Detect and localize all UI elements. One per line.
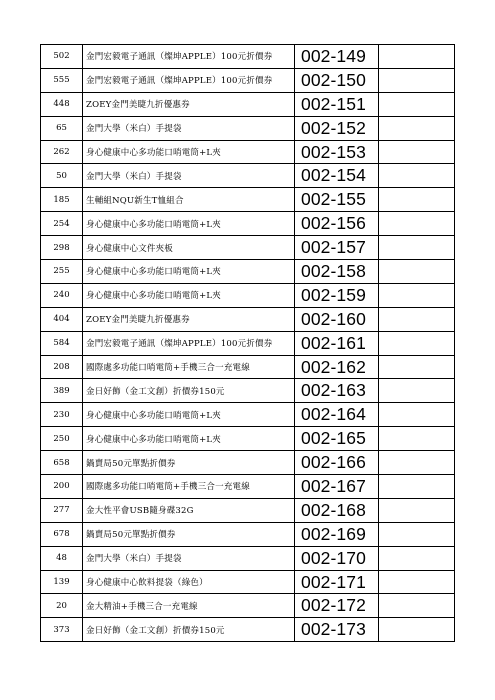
prize-code-cell: 002-173 bbox=[295, 618, 379, 642]
prize-item-cell: 身心健康中心文件夾板 bbox=[83, 236, 295, 260]
prize-item-cell: 身心健康中心多功能口哨電筒+L夾 bbox=[83, 403, 295, 427]
prize-item-cell: 金大性平會USB隨身碟32G bbox=[83, 498, 295, 522]
blank-cell bbox=[379, 307, 455, 331]
prize-code-cell: 002-164 bbox=[295, 403, 379, 427]
table-row bbox=[41, 116, 455, 140]
blank-cell bbox=[379, 283, 455, 307]
prize-item-cell: ZOEY金門美睫九折優惠券 bbox=[83, 307, 295, 331]
table-row bbox=[41, 140, 455, 164]
prize-item-cell: 金日好飾（金工文創）折價券150元 bbox=[83, 379, 295, 403]
table-row bbox=[41, 498, 455, 522]
table-row bbox=[41, 188, 455, 212]
blank-cell bbox=[379, 475, 455, 499]
table-row bbox=[41, 331, 455, 355]
prize-item-cell: 金門大學（米白）手提袋 bbox=[83, 164, 295, 188]
prize-item-cell: 金門宏毅電子通訊（燦坤APPLE）100元折價券 bbox=[83, 45, 295, 69]
blank-cell bbox=[379, 522, 455, 546]
prize-item-cell: 鍋賣局50元單點折價券 bbox=[83, 522, 295, 546]
blank-cell bbox=[379, 164, 455, 188]
blank-cell bbox=[379, 92, 455, 116]
ticket-number-cell: 389 bbox=[41, 379, 83, 403]
table-row bbox=[41, 451, 455, 475]
prize-code-cell: 002-152 bbox=[295, 116, 379, 140]
blank-cell bbox=[379, 68, 455, 92]
prize-code-cell: 002-159 bbox=[295, 283, 379, 307]
prize-code-cell: 002-156 bbox=[295, 212, 379, 236]
prize-item-cell: 金大精油+手機三合一充電線 bbox=[83, 594, 295, 618]
blank-cell bbox=[379, 618, 455, 642]
table-row bbox=[41, 570, 455, 594]
ticket-number-cell: 262 bbox=[41, 140, 83, 164]
ticket-number-cell: 658 bbox=[41, 451, 83, 475]
table-row bbox=[41, 236, 455, 260]
ticket-number-cell: 555 bbox=[41, 68, 83, 92]
blank-cell bbox=[379, 403, 455, 427]
blank-cell bbox=[379, 594, 455, 618]
table-row bbox=[41, 45, 455, 69]
ticket-number-cell: 502 bbox=[41, 45, 83, 69]
prize-item-cell: 身心健康中心多功能口哨電筒+L夾 bbox=[83, 427, 295, 451]
ticket-number-cell: 448 bbox=[41, 92, 83, 116]
table-row bbox=[41, 427, 455, 451]
ticket-number-cell: 584 bbox=[41, 331, 83, 355]
ticket-number-cell: 185 bbox=[41, 188, 83, 212]
prize-item-cell: 金門大學（米白）手提袋 bbox=[83, 546, 295, 570]
prize-item-cell: 身心健康中心多功能口哨電筒+L夾 bbox=[83, 260, 295, 284]
table-row bbox=[41, 594, 455, 618]
prize-code-cell: 002-162 bbox=[295, 355, 379, 379]
ticket-number-cell: 678 bbox=[41, 522, 83, 546]
ticket-number-cell: 373 bbox=[41, 618, 83, 642]
table-row bbox=[41, 403, 455, 427]
prize-code-cell: 002-169 bbox=[295, 522, 379, 546]
prize-code-cell: 002-163 bbox=[295, 379, 379, 403]
prize-item-cell: 金門宏毅電子通訊（燦坤APPLE）100元折價券 bbox=[83, 68, 295, 92]
ticket-number-cell: 254 bbox=[41, 212, 83, 236]
blank-cell bbox=[379, 546, 455, 570]
blank-cell bbox=[379, 212, 455, 236]
table-row bbox=[41, 307, 455, 331]
blank-cell bbox=[379, 570, 455, 594]
prize-code-cell: 002-155 bbox=[295, 188, 379, 212]
prize-item-cell: 國際處多功能口哨電筒+手機三合一充電線 bbox=[83, 355, 295, 379]
prize-code-cell: 002-161 bbox=[295, 331, 379, 355]
prize-code-cell: 002-167 bbox=[295, 475, 379, 499]
blank-cell bbox=[379, 498, 455, 522]
blank-cell bbox=[379, 427, 455, 451]
table-row bbox=[41, 260, 455, 284]
ticket-number-cell: 50 bbox=[41, 164, 83, 188]
blank-cell bbox=[379, 355, 455, 379]
table-row bbox=[41, 522, 455, 546]
table-row bbox=[41, 212, 455, 236]
prize-table bbox=[40, 44, 455, 642]
prize-code-cell: 002-172 bbox=[295, 594, 379, 618]
blank-cell bbox=[379, 116, 455, 140]
prize-code-cell: 002-151 bbox=[295, 92, 379, 116]
prize-item-cell: 身心健康中心多功能口哨電筒+L夾 bbox=[83, 140, 295, 164]
prize-code-cell: 002-149 bbox=[295, 45, 379, 69]
prize-code-cell: 002-165 bbox=[295, 427, 379, 451]
prize-code-cell: 002-154 bbox=[295, 164, 379, 188]
table-row bbox=[41, 164, 455, 188]
prize-code-cell: 002-150 bbox=[295, 68, 379, 92]
table-row bbox=[41, 618, 455, 642]
prize-item-cell: 身心健康中心多功能口哨電筒+L夾 bbox=[83, 212, 295, 236]
prize-item-cell: 鍋賣局50元單點折價券 bbox=[83, 451, 295, 475]
prize-list-sheet bbox=[40, 44, 454, 642]
blank-cell bbox=[379, 260, 455, 284]
ticket-number-cell: 298 bbox=[41, 236, 83, 260]
prize-item-cell: 金門宏毅電子通訊（燦坤APPLE）100元折價券 bbox=[83, 331, 295, 355]
prize-item-cell: 國際處多功能口哨電筒+手機三合一充電線 bbox=[83, 475, 295, 499]
prize-code-cell: 002-166 bbox=[295, 451, 379, 475]
prize-code-cell: 002-170 bbox=[295, 546, 379, 570]
prize-item-cell: ZOEY金門美睫九折優惠券 bbox=[83, 92, 295, 116]
table-row bbox=[41, 379, 455, 403]
prize-code-cell: 002-171 bbox=[295, 570, 379, 594]
table-row bbox=[41, 283, 455, 307]
ticket-number-cell: 250 bbox=[41, 427, 83, 451]
table-row bbox=[41, 68, 455, 92]
ticket-number-cell: 277 bbox=[41, 498, 83, 522]
prize-code-cell: 002-157 bbox=[295, 236, 379, 260]
ticket-number-cell: 240 bbox=[41, 283, 83, 307]
table-row bbox=[41, 475, 455, 499]
table-row bbox=[41, 92, 455, 116]
prize-item-cell: 生輔組NQU新生T恤組合 bbox=[83, 188, 295, 212]
ticket-number-cell: 20 bbox=[41, 594, 83, 618]
prize-code-cell: 002-153 bbox=[295, 140, 379, 164]
blank-cell bbox=[379, 379, 455, 403]
blank-cell bbox=[379, 140, 455, 164]
prize-item-cell: 金日好飾（金工文創）折價券150元 bbox=[83, 618, 295, 642]
ticket-number-cell: 255 bbox=[41, 260, 83, 284]
blank-cell bbox=[379, 331, 455, 355]
ticket-number-cell: 208 bbox=[41, 355, 83, 379]
prize-item-cell: 身心健康中心多功能口哨電筒+L夾 bbox=[83, 283, 295, 307]
table-row bbox=[41, 546, 455, 570]
blank-cell bbox=[379, 45, 455, 69]
table-row bbox=[41, 355, 455, 379]
ticket-number-cell: 48 bbox=[41, 546, 83, 570]
prize-code-cell: 002-160 bbox=[295, 307, 379, 331]
blank-cell bbox=[379, 188, 455, 212]
prize-item-cell: 身心健康中心飲料提袋（綠色） bbox=[83, 570, 295, 594]
ticket-number-cell: 200 bbox=[41, 475, 83, 499]
prize-code-cell: 002-158 bbox=[295, 260, 379, 284]
prize-code-cell: 002-168 bbox=[295, 498, 379, 522]
ticket-number-cell: 139 bbox=[41, 570, 83, 594]
blank-cell bbox=[379, 451, 455, 475]
blank-cell bbox=[379, 236, 455, 260]
ticket-number-cell: 230 bbox=[41, 403, 83, 427]
prize-item-cell: 金門大學（米白）手提袋 bbox=[83, 116, 295, 140]
ticket-number-cell: 404 bbox=[41, 307, 83, 331]
ticket-number-cell: 65 bbox=[41, 116, 83, 140]
